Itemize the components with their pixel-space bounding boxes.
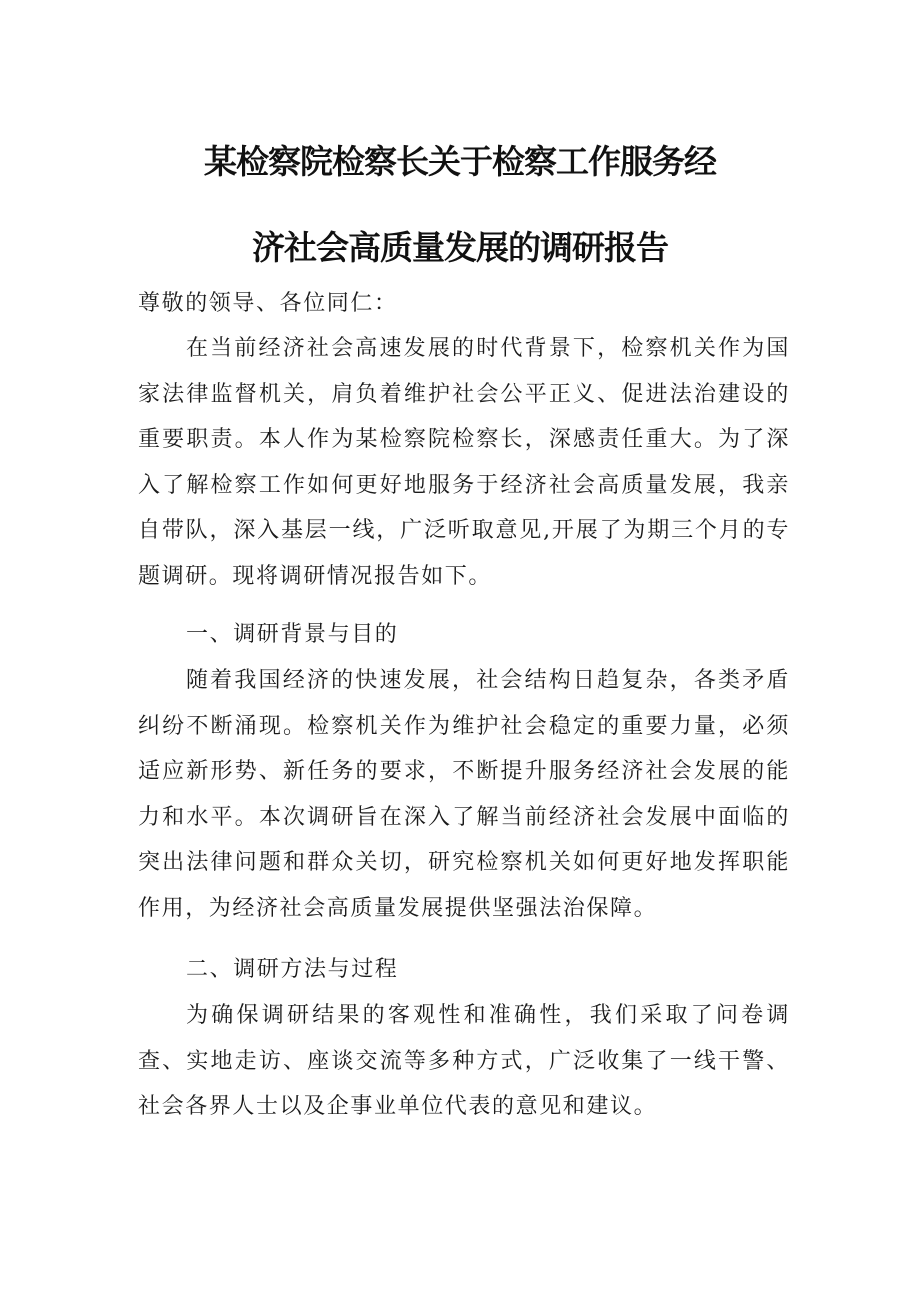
document-title-line-2: 济社会高质量发展的调研报告	[252, 228, 668, 267]
methods-paragraph: 为确保调研结果的客观性和准确性，我们采取了问卷调查、实地走访、座谈交流等多种方式，广泛收集了一线干警、社会各界人士以及企事业单位代表的意见和建议。	[138, 1003, 790, 1120]
section-heading-methods: 二、调研方法与过程	[186, 957, 399, 982]
section-heading-background: 一、调研背景与目的	[186, 622, 399, 647]
intro-paragraph: 在当前经济社会高速发展的时代背景下，检察机关作为国家法律监督机关，肩负着维护社会公平正义、促进法治建设的重要职责。本人作为某检察院检察长，深感责任重大。为了深入了解检察工作如何更好地服务于经济社会高质量发展，我亲自带队，深入基层一线，广泛听取意见,开展了为期三个月的专题调研。现将调研情况报告如下。	[138, 336, 790, 589]
background-paragraph: 随着我国经济的快速发展，社会结构日趋复杂，各类矛盾纠纷不断涌现。检察机关作为维护社会稳定的重要力量，必须适应新形势、新任务的要求，不断提升服务经济社会发展的能力和水平。本次调研旨在深入了解当前经济社会发展中面临的突出法律问题和群众关切，研究检察机关如何更好地发挥职能作用，为经济社会高质量发展提供坚强法治保障。	[138, 668, 790, 921]
salutation: 尊敬的领导、各位同仁：	[138, 291, 398, 316]
document-title-line-1: 某检察院检察长关于检察工作服务经	[204, 142, 716, 181]
